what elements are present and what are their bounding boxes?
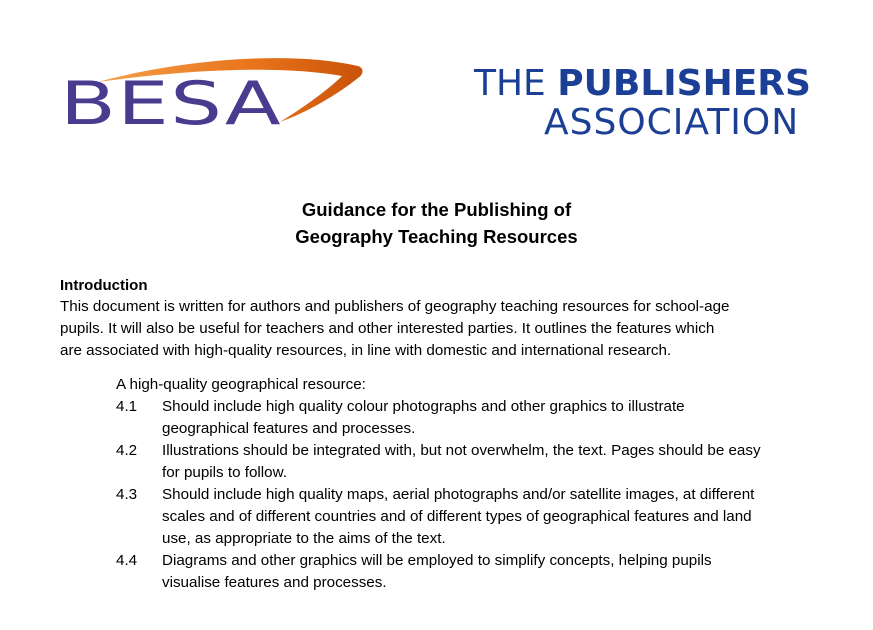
introduction-line: pupils. It will also be useful for teachers and other interested parties. It outlines the features which: [60, 320, 715, 337]
list-item-line: use, as appropriate to the aims of the text.: [162, 530, 446, 547]
besa-logo: [58, 52, 368, 132]
list-item: [116, 440, 856, 484]
introduction-line: are associated with high-quality resources, in line with domestic and international research.: [60, 342, 672, 359]
list-item-text: [162, 550, 856, 594]
publishers-association-logo: [474, 60, 814, 150]
introduction-line: This document is written for authors and publishers of geography teaching resources for school-age: [60, 298, 730, 315]
list-item: [116, 396, 856, 440]
list-item-line: Diagrams and other graphics will be employed to simplify concepts, helping pupils: [162, 552, 712, 569]
title-line-1: Guidance for the Publishing of: [301, 199, 572, 220]
pa-logo-association: ASSOCIATION: [544, 102, 800, 143]
resource-criteria-list: [116, 396, 856, 594]
list-item-line: visualise features and processes.: [162, 574, 387, 591]
list-item-number: 4.3: [116, 486, 138, 503]
list-item: [116, 550, 856, 594]
pa-logo-the: THE: [474, 63, 546, 104]
list-item-text: [162, 440, 856, 484]
document-title: [0, 196, 873, 250]
list-item-line: for pupils to follow.: [162, 464, 287, 481]
list-item-text: [162, 396, 856, 440]
besa-logo-text: BESA: [60, 69, 282, 132]
list-item-line: Illustrations should be integrated with, but not overwhelm, the text. Pages should be easy: [162, 442, 761, 459]
list-item-number: 4.2: [116, 442, 138, 459]
besa-logo-graphic: [58, 52, 368, 132]
resource-list-lead: A high-quality geographical resource:: [116, 376, 366, 393]
list-item: [116, 484, 856, 550]
list-item-line: Should include high quality colour photographs and other graphics to illustrate: [162, 398, 685, 415]
list-item-text: [162, 484, 856, 550]
list-item-line: Should include high quality maps, aerial photographs and/or satellite images, at different: [162, 486, 755, 503]
list-item-number: 4.1: [116, 398, 138, 415]
title-line-2: Geography Teaching Resources: [295, 226, 578, 247]
pa-logo-line1: [474, 65, 811, 103]
list-item-line: scales and of different countries and of different types of geographical features and land: [162, 508, 752, 525]
introduction-paragraph: [60, 296, 850, 362]
introduction-heading: Introduction: [60, 277, 148, 294]
list-item-number: 4.4: [116, 552, 138, 569]
list-item-line: geographical features and processes.: [162, 420, 416, 437]
pa-logo-publishers: PUBLISHERS: [557, 63, 811, 104]
